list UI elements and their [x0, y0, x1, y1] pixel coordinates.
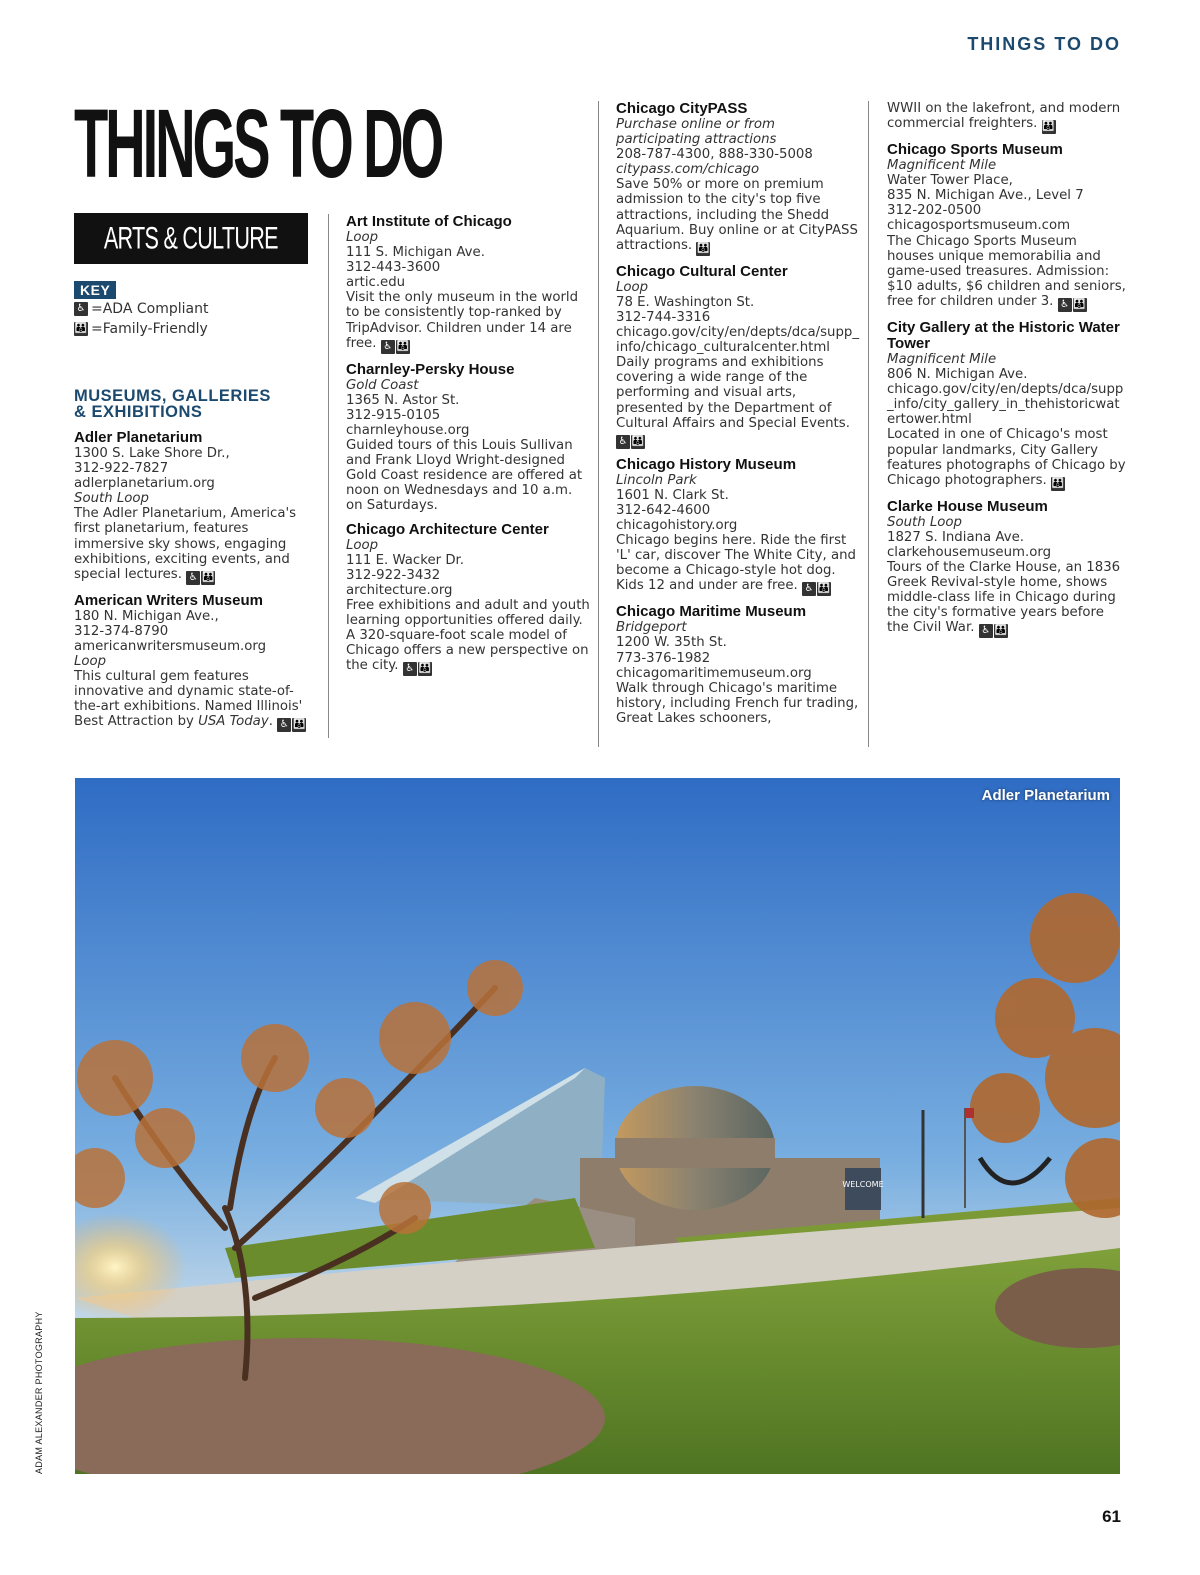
listing-address: 835 N. Michigan Ave., Level 7	[887, 188, 1084, 204]
listing-description: Located in one of Chicago's most popular landmarks, City Gallery features photographs of Chicago by Chicago photographers. 👪	[887, 427, 1126, 489]
family-icon: 👪	[994, 625, 1007, 637]
listing-phone: 312-374-8790	[74, 623, 169, 639]
listing-phone: 312-922-3432	[346, 567, 441, 583]
listing-name: City Gallery at the Historic Water Tower	[887, 318, 1120, 352]
category-heading-line2: & EXHIBITIONS	[74, 403, 203, 421]
listing-phone: 312-202-0500	[887, 203, 982, 219]
listing-website: artic.edu	[346, 275, 406, 291]
page-number: 61	[1102, 1507, 1121, 1526]
listing-name: Chicago Maritime Museum	[616, 603, 807, 621]
wheelchair-icon: ♿	[616, 435, 630, 449]
photo-credit: ADAM ALEXANDER PHOTOGRAPHY	[34, 1311, 44, 1474]
listing-description: Daily programs and exhibitions covering a wide range of the performing and visual arts, presented by the Department of Cultural Affairs and Special Events. ♿ 👪	[616, 355, 850, 447]
listing-neighborhood: Loop	[346, 230, 379, 245]
listing-neighborhood: Lincoln Park	[616, 472, 697, 488]
listing-website: chicago.gov/city/en/depts/dca/supp_info/city_gallery_in_thehistoricwatertower.html	[887, 382, 1124, 428]
listing-address: 111 E. Wacker Dr.	[346, 552, 465, 568]
listing-description: Free exhibitions and adult and youth learning opportunities offered daily. A 320-square-foot scale model of Chicago offers a new perspective on the city. ♿ 👪	[346, 597, 590, 675]
listing-name: Chicago CityPASS	[616, 100, 748, 117]
listing-description: The Chicago Sports Museum houses unique memorabilia and game-used treasures. Admission: $10 adults, $6 children and seniors, free for children under 3. ♿ 👪	[887, 233, 1126, 310]
listing-website: architecture.org	[346, 582, 453, 598]
listing-phone: 208-787-4300, 888-330-5008	[616, 147, 813, 163]
listing-neighborhood: South Loop	[74, 491, 149, 507]
listing-neighborhood: Loop	[346, 537, 379, 553]
listing-description: WWII on the lakefront, and modern commercial freighters. 👪	[887, 101, 1121, 133]
column-divider	[868, 101, 869, 747]
listing-description: Visit the only museum in the world to be consistently top-ranked by TripAdvisor. Children under 14 are free. ♿ 👪	[346, 290, 579, 352]
listing-chicago-cultural-center	[616, 264, 862, 449]
listing-description: This cultural gem features innovative and dynamic state-of-the-art exhibitions. Named Illinois' Best Attraction by USA Today. ♿ 👪	[74, 669, 306, 731]
listing-address: 1601 N. Clark St.	[616, 487, 729, 503]
family-icon: 👪	[1042, 121, 1055, 133]
listing-address: 1200 W. 35th St.	[616, 635, 727, 651]
listing-website: americanwritersmuseum.org	[74, 638, 267, 654]
listing-address: 1300 S. Lake Shore Dr.,	[74, 446, 230, 461]
photo-caption: Adler Planetarium	[981, 787, 1110, 804]
listing-website: chicagohistory.org	[616, 517, 738, 533]
listing-description: Save 50% or more on premium admission to the city's top five attractions, including the Shedd Aquarium. Buy online or at CityPASS attractions. 👪	[616, 177, 858, 254]
listing-chicago-history-museum	[616, 457, 862, 597]
listing-phone: 312-744-3316	[616, 309, 711, 325]
listing-name: Clarke House Museum	[887, 497, 1048, 515]
listing-website: chicagosportsmuseum.com	[887, 218, 1071, 234]
listing-name: Chicago History Museum	[616, 455, 797, 473]
listing-neighborhood: South Loop	[887, 514, 962, 530]
key-family-label: =Family-Friendly	[91, 321, 208, 337]
family-icon: 👪	[1051, 477, 1065, 489]
listing-description: Guided tours of this Louis Sullivan and Frank Lloyd Wright-designed Gold Coast residence are offered at noon on Wednesdays and 10 a.m. on Saturdays.	[346, 438, 583, 514]
listing-phone: 312-922-7827	[74, 461, 169, 477]
listing-website: adlerplanetarium.org	[74, 476, 215, 492]
listing-description: The Adler Planetarium, America's first planetarium, features immersive sky shows, engaging exhibitions, exciting events, and special lectures. ♿ 👪	[74, 506, 297, 583]
listing-name: Chicago Architecture Center	[346, 520, 549, 538]
family-icon: 👪	[1073, 298, 1086, 310]
family-icon: 👪	[697, 242, 710, 254]
listing-neighborhood: Magnificent Mile	[887, 158, 997, 174]
listing-chicago-architecture-center	[346, 522, 592, 677]
listing-phone: 773-376-1982	[616, 650, 711, 666]
key-ada-label: =ADA Compliant	[91, 301, 209, 317]
page-title: THINGS TO DO	[74, 90, 442, 199]
family-icon: 👪	[631, 435, 645, 447]
listing-neighborhood: Loop	[616, 279, 649, 295]
listing-neighborhood: Bridgeport	[616, 620, 687, 636]
listing-website: clarkehousemuseum.org	[887, 544, 1052, 560]
listing-charnley-persky-house	[346, 362, 592, 514]
listing-phone: 312-443-3600	[346, 260, 441, 276]
listing-neighborhood: Purchase online or from participating attractions	[616, 117, 777, 148]
category-heading	[74, 388, 314, 420]
listing-clarke-house-museum	[887, 499, 1127, 639]
listing-address: Water Tower Place,	[887, 173, 1013, 189]
listing-description: Chicago begins here. Ride the first 'L' car, discover The White City, and become a Chicago-style hot dog. Kids 12 and under are free. ♿ 👪	[616, 533, 856, 595]
column-3	[616, 101, 862, 734]
column-4	[887, 101, 1127, 646]
listing-city-gallery	[887, 320, 1127, 491]
listing-chicago-citypass	[616, 101, 862, 256]
listing-name: Chicago Cultural Center	[616, 262, 788, 280]
listing-art-institute	[346, 214, 592, 354]
column-1	[74, 388, 314, 740]
listing-chicago-maritime-museum	[616, 604, 862, 726]
section-heading: ARTS & CULTURE	[104, 220, 278, 256]
listing-name: Charnley-Persky House	[346, 360, 515, 378]
wheelchair-icon: ♿	[186, 571, 200, 585]
listing-neighborhood: Magnificent Mile	[887, 351, 997, 367]
listing-address: 111 S. Michigan Ave.	[346, 245, 485, 261]
listing-name: Art Institute of Chicago	[346, 213, 512, 230]
section-heading-box	[74, 213, 308, 264]
column-2	[346, 214, 592, 684]
listing-name: Chicago Sports Museum	[887, 141, 1063, 159]
listing-address: 1827 S. Indiana Ave.	[887, 529, 1024, 545]
family-icon: 👪	[396, 340, 409, 352]
listing-website: citypass.com/chicago	[616, 162, 760, 178]
listing-neighborhood: Loop	[74, 654, 107, 670]
listing-american-writers-museum	[74, 593, 314, 733]
category-heading-line1: MUSEUMS, GALLERIES	[74, 387, 271, 405]
wheelchair-icon: ♿	[277, 718, 291, 732]
running-head: THINGS TO DO	[967, 34, 1121, 54]
listing-name: Adler Planetarium	[74, 429, 203, 446]
listing-address: 180 N. Michigan Ave.,	[74, 608, 219, 624]
listing-address: 78 E. Washington St.	[616, 294, 755, 310]
icon-key	[74, 280, 208, 337]
listing-address: 1365 N. Astor St.	[346, 392, 460, 408]
wheelchair-icon: ♿	[381, 340, 395, 354]
listing-phone: 312-642-4600	[616, 502, 711, 518]
adler-planetarium-photo	[75, 778, 1120, 1474]
family-icon: 👪	[418, 663, 431, 675]
listing-name: American Writers Museum	[74, 591, 263, 609]
listing-description: Tours of the Clarke House, an 1836 Greek Revival-style home, shows middle-class life in Chicago during the city's formative years before the Civil War. ♿ 👪	[887, 559, 1121, 637]
wheelchair-icon: ♿	[1058, 298, 1072, 312]
listing-neighborhood: Gold Coast	[346, 377, 419, 393]
column-divider	[328, 214, 329, 738]
welcome-sign-text: WELCOME	[842, 1180, 884, 1189]
family-icon: 👪	[817, 583, 831, 595]
listing-continuation	[887, 101, 1127, 134]
family-icon: 👪	[201, 571, 215, 583]
listing-website: charnleyhouse.org	[346, 422, 470, 438]
key-badge: KEY	[74, 281, 116, 299]
listing-description: Walk through Chicago's maritime history, including French fur trading, Great Lakes schooners,	[616, 680, 859, 726]
family-icon: 👪	[74, 323, 88, 334]
key-ada	[74, 301, 208, 317]
column-divider	[598, 101, 599, 747]
wheelchair-icon: ♿	[74, 302, 88, 316]
listing-address: 806 N. Michigan Ave.	[887, 367, 1028, 383]
family-icon: 👪	[292, 719, 306, 731]
key-family	[74, 321, 208, 337]
listing-adler-planetarium	[74, 430, 314, 585]
wheelchair-icon: ♿	[403, 662, 417, 676]
listing-website: chicago.gov/city/en/depts/dca/supp_info/chicago_culturalcenter.html	[616, 325, 859, 356]
listing-phone: 312-915-0105	[346, 407, 441, 423]
wheelchair-icon: ♿	[802, 582, 816, 596]
listing-chicago-sports-museum	[887, 142, 1127, 312]
wheelchair-icon: ♿	[979, 624, 993, 638]
listing-website: chicagomaritimemuseum.org	[616, 665, 812, 681]
